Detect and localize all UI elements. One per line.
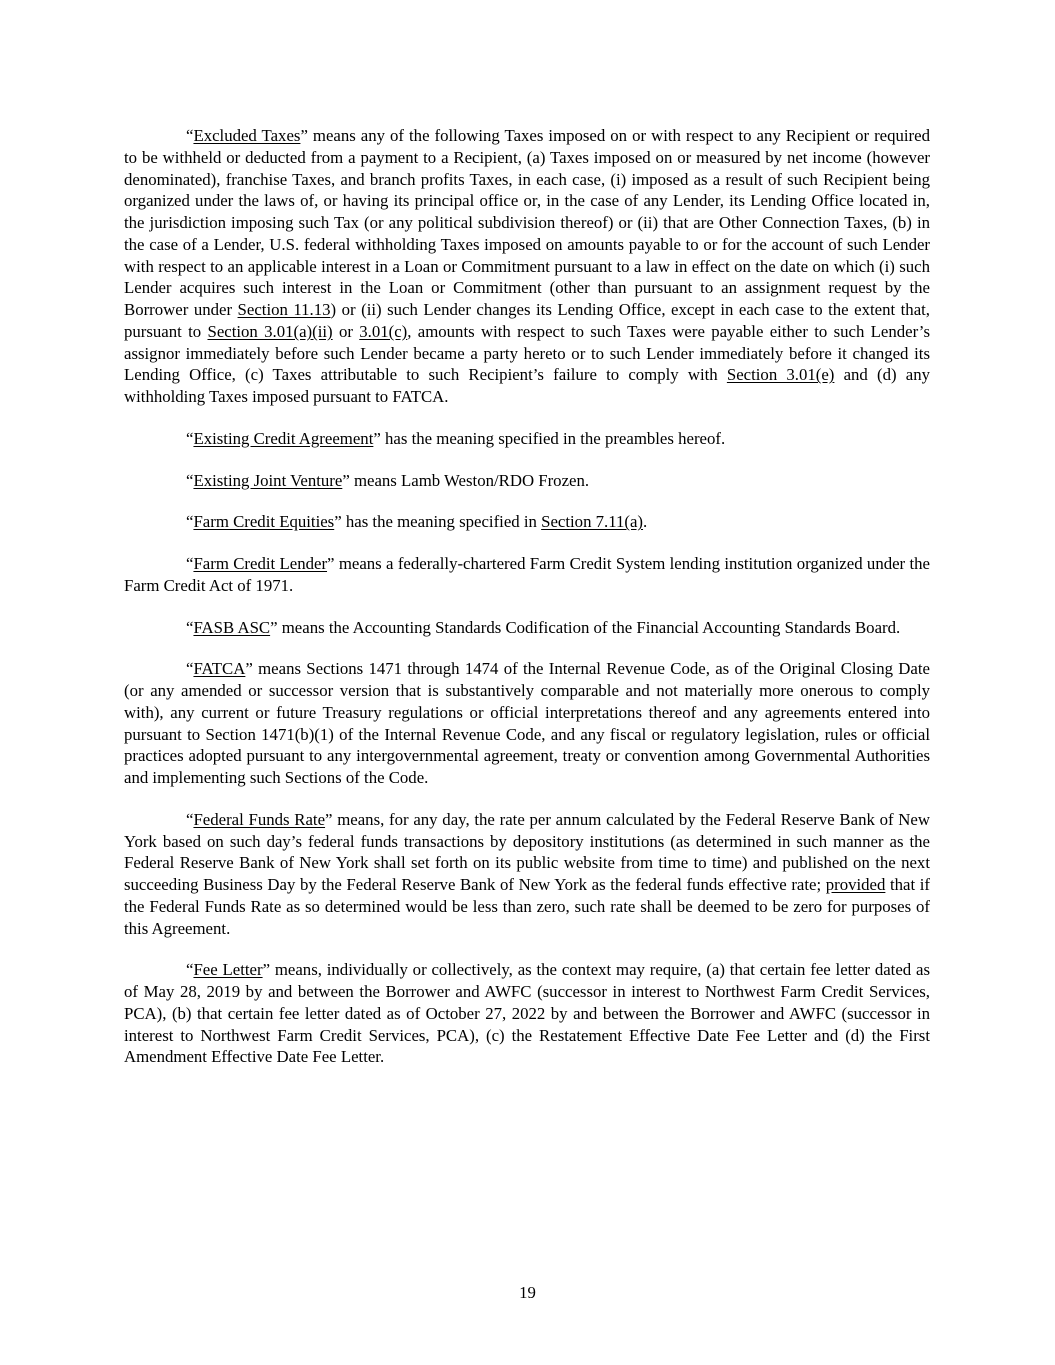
defined-term: FASB ASC <box>193 617 271 637</box>
open-quote: “ <box>186 470 194 490</box>
definition-fatca <box>124 658 930 789</box>
definition-text: ” means, individually or collectively, as the context may require, (a) that certain fee letter dated as of May 28, 2019 by and between the Borrower and AWFC (successor in interest to Northwest Farm Credit Services, PCA), (b) that certain fee letter dated as of October 27, 2022 by and between the Borrower and AWFC (successor in interest to Northwest Farm Credit Services, PCA), (c) the Restatement Effective Date Fee Letter and (d) the First Amendment Effective Date Fee Letter. <box>124 960 930 1067</box>
definition-text: ” has the meaning specified in the preambles hereof. <box>373 428 726 448</box>
definition-text: or <box>332 321 360 341</box>
section-reference: 3.01(c) <box>359 321 408 341</box>
definition-text: ” means Lamb Weston/RDO Frozen. <box>342 470 590 490</box>
definition-text: . <box>643 512 648 532</box>
defined-term: Existing Joint Venture <box>193 470 343 490</box>
definition-text: ” means a federally-chartered Farm Credit System lending institution organized under the Farm Credit Act of 1971. <box>124 554 930 595</box>
definition-federal-funds-rate <box>124 809 930 940</box>
defined-term: Excluded Taxes <box>193 126 301 145</box>
definition-farm-credit-equities <box>124 511 930 533</box>
definition-fee-letter <box>124 959 930 1068</box>
section-reference: Section 11.13 <box>237 300 331 319</box>
open-quote: “ <box>186 659 194 679</box>
definition-text: and (d) any withholding Taxes imposed pursuant to FATCA. <box>124 365 930 406</box>
defined-term: Federal Funds Rate <box>193 809 326 829</box>
definition-text: ” means the Accounting Standards Codification of the Financial Accounting Standards Board. <box>270 617 901 637</box>
defined-term: Farm Credit Lender <box>193 554 328 573</box>
definition-text: that if the Federal Funds Rate as so determined would be less than zero, such rate shall be deemed to be zero for purposes of this Agreement. <box>124 875 930 938</box>
open-quote: “ <box>186 809 194 829</box>
defined-term: Fee Letter <box>193 960 263 980</box>
defined-term: FATCA <box>193 659 246 679</box>
definition-text: ” means Sections 1471 through 1474 of the Internal Revenue Code, as of the Original Closing Date (or any amended or successor version that is substantively comparable and not materially more onerous to comply with), any current or future Treasury regulations or official interpretations thereof and any agreements entered into pursuant to Section 1471(b)(1) of the Internal Revenue Code, and any fiscal or regulatory legislation, rules or official practices adopted pursuant to any intergovernmental agreement, treaty or convention among Governmental Authorities and implementing such Sections of the Code. <box>124 659 930 787</box>
definition-text: ” means any of the following Taxes imposed on or with respect to any Recipient or required to be withheld or deducted from a payment to a Recipient, (a) Taxes imposed on or measured by net income (however denominated), franchise Taxes, and branch profits Taxes, in each case, (i) imposed as a result of such Recipient being organized under the laws of, or having its principal office or, in the case of any Lender, its Lending Office located in, the jurisdiction imposing such Tax (or any political subdivision thereof) or (ii) that are Other Connection Taxes, (b) in the case of a Lender, U.S. federal withholding Taxes imposed on amounts payable to or for the account of such Lender with respect to an applicable interest in a Loan or Commitment pursuant to a law in effect on the date on which (i) such Lender acquires such interest in the Loan or Commitment (other than pursuant to an assignment request by the Borrower under <box>124 126 930 319</box>
definition-text: ) or (ii) such Lender changes its Lending Office, except in each case to the extent that, pursuant to <box>124 300 930 341</box>
proviso-term: provided <box>825 875 886 894</box>
section-reference: Section 3.01(a)(ii) <box>207 321 333 341</box>
definition-text: , amounts with respect to such Taxes were payable either to such Lender’s assignor immediately before such Lender became a party hereto or to such Lender immediately before it changed its Lending Office, (c) Taxes attributable to such Recipient’s failure to comply with <box>124 321 931 385</box>
page-number: 19 <box>519 1283 536 1302</box>
open-quote: “ <box>186 960 194 980</box>
defined-term: Farm Credit Equities <box>193 512 335 532</box>
definition-fasb-asc <box>124 617 930 639</box>
definition-text: ” means, for any day, the rate per annum calculated by the Federal Reserve Bank of New York based on such day’s federal funds transactions by depository institutions (as determined in such manner as the Federal Reserve Bank of New York shall set forth on its public website from time to time) and published on the next succeeding Business Day by the Federal Reserve Bank of New York as the federal funds effective rate; <box>124 809 930 894</box>
open-quote: “ <box>186 512 194 532</box>
definition-farm-credit-lender <box>124 553 930 597</box>
definition-excluded-taxes <box>124 125 930 408</box>
open-quote: “ <box>186 617 194 637</box>
defined-term: Existing Credit Agreement <box>193 428 374 448</box>
section-reference: Section 3.01(e) <box>726 365 835 385</box>
section-reference: Section 7.11(a) <box>541 512 644 532</box>
definition-existing-joint-venture <box>124 470 930 492</box>
definition-text: ” has the meaning specified in <box>334 512 542 532</box>
definitions-section <box>124 125 930 1088</box>
open-quote: “ <box>186 428 194 448</box>
definition-existing-credit-agreement <box>124 428 930 450</box>
open-quote: “ <box>186 126 194 145</box>
open-quote: “ <box>186 554 194 573</box>
